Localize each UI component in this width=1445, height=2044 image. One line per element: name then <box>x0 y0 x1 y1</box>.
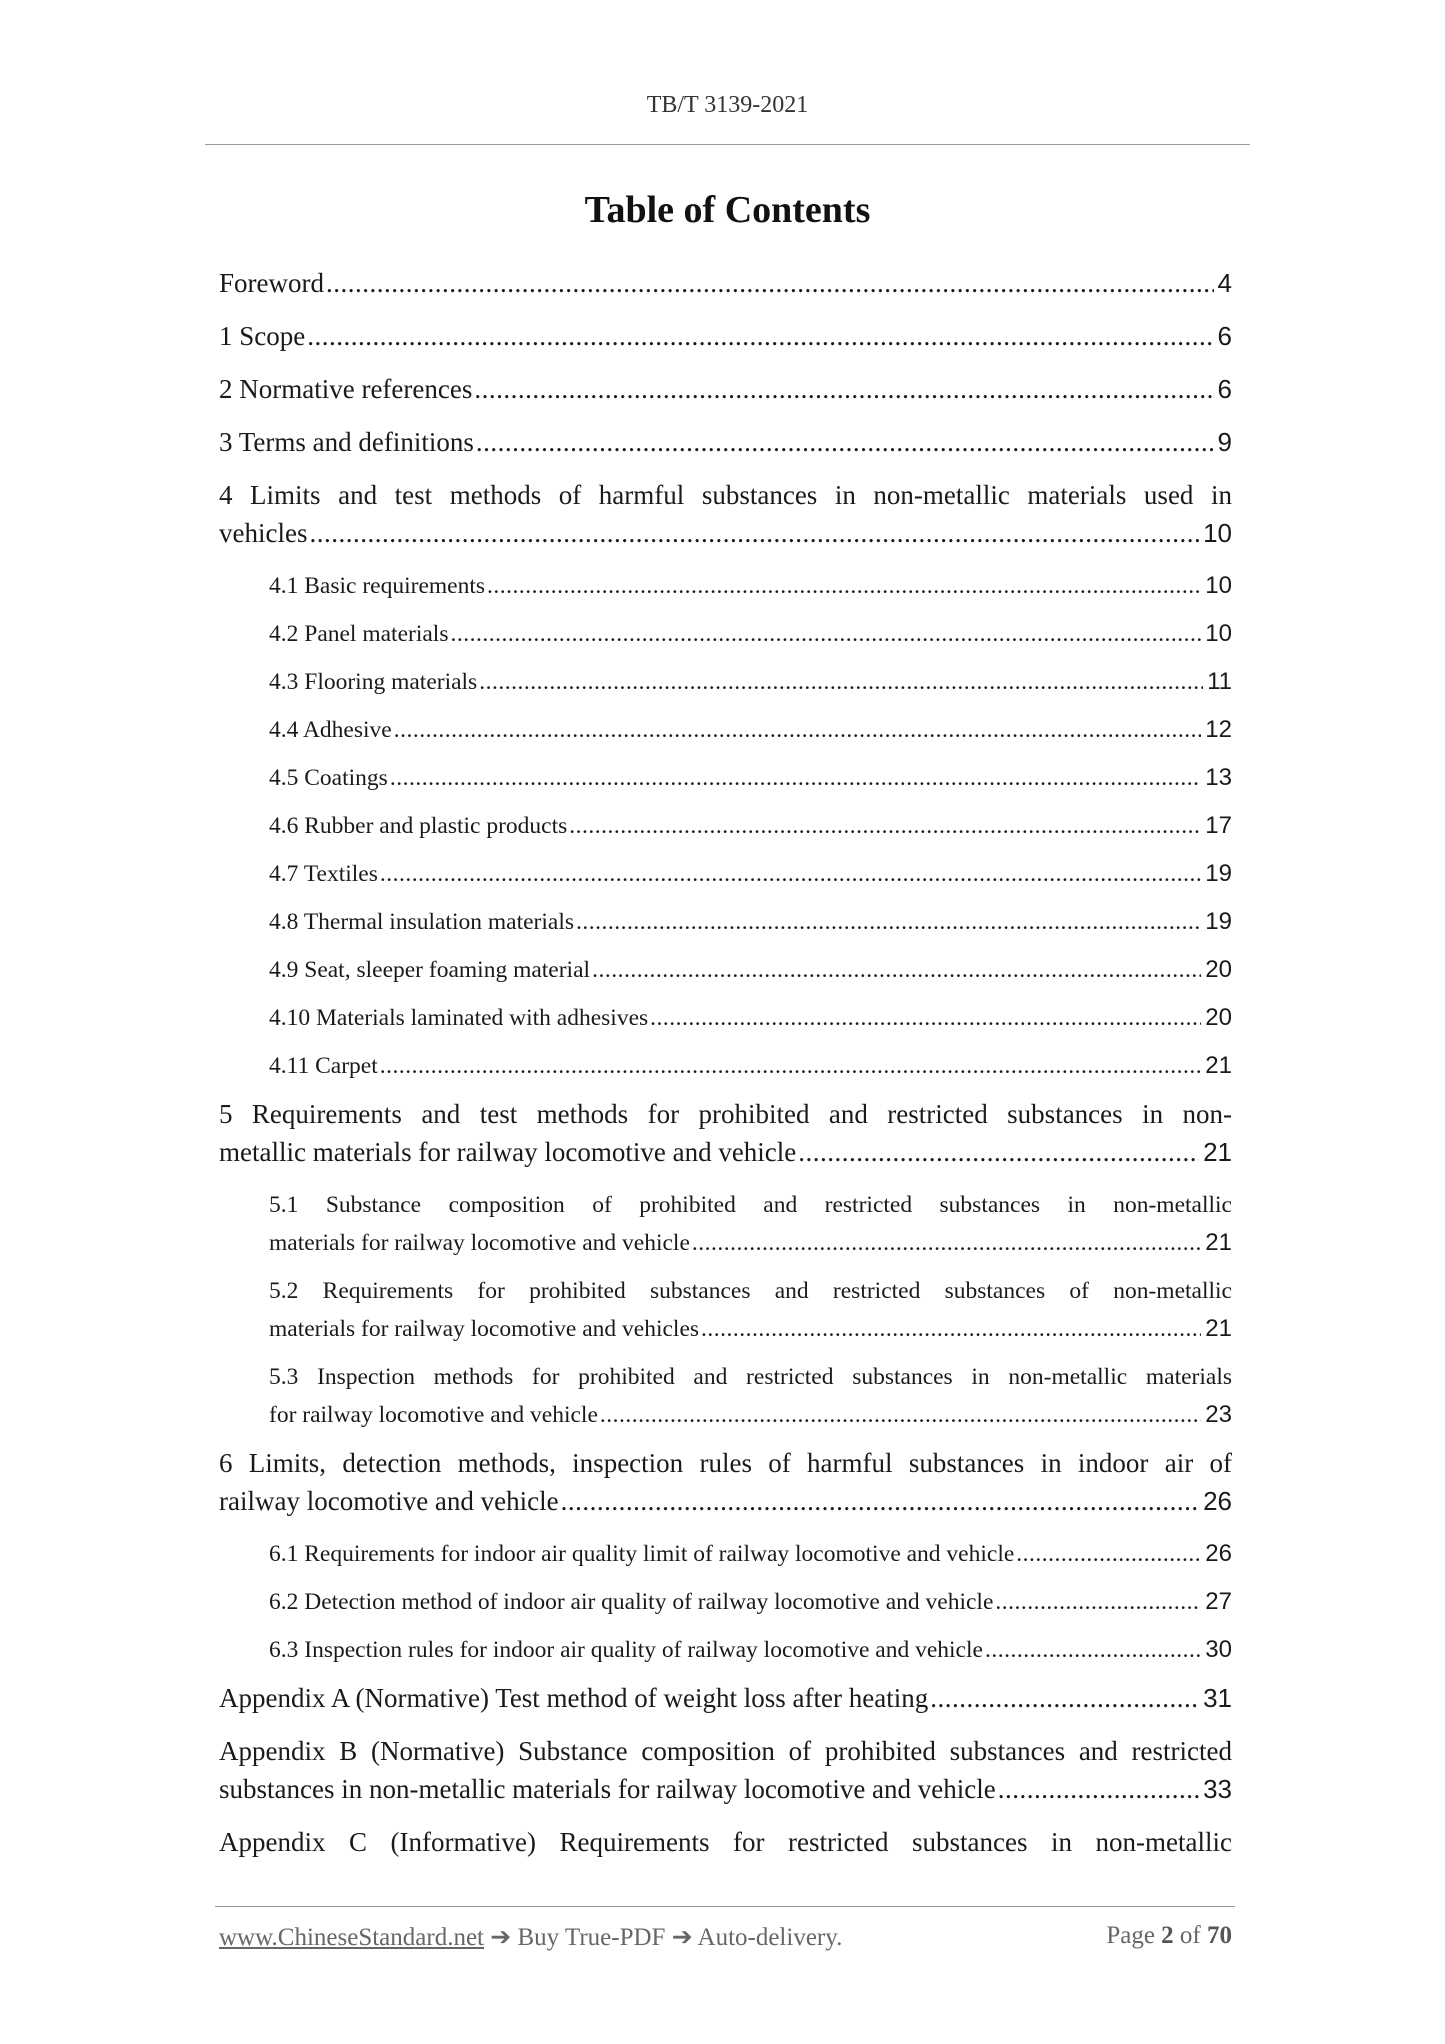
toc-entry[interactable] <box>219 807 1232 845</box>
dot-leader <box>985 1631 1201 1669</box>
dot-leader <box>380 1047 1202 1085</box>
toc-entry-page: 17 <box>1205 812 1232 839</box>
toc-entry[interactable] <box>219 1679 1232 1717</box>
toc-entry-label: 4.10 Materials laminated with adhesives <box>269 1005 649 1031</box>
dot-leader <box>1016 1535 1201 1573</box>
toc-entry[interactable] <box>219 759 1232 797</box>
toc-entry[interactable] <box>219 1823 1232 1861</box>
dot-leader <box>380 855 1201 893</box>
toc-entry-line: 4 Limits and test methods of harmful substances in non-metallic materials used in <box>219 480 1232 510</box>
toc-entry-label: railway locomotive and vehicle <box>219 1486 559 1516</box>
toc-entry-page: 21 <box>1205 1229 1232 1256</box>
toc-entry-label: 4.2 Panel materials <box>269 621 449 647</box>
dot-leader <box>600 1396 1201 1434</box>
dot-leader <box>701 1310 1201 1348</box>
toc-entry-page: 11 <box>1207 668 1232 695</box>
buy-pdf-text: Buy True-PDF <box>517 1924 666 1951</box>
page-footer <box>219 1922 1232 1952</box>
toc-entry-page: 10 <box>1205 620 1232 647</box>
toc-entry-page: 19 <box>1205 908 1232 935</box>
toc-entry-label: metallic materials for railway locomotive and vehicle <box>219 1137 797 1167</box>
toc-entry-line: 5.2 Requirements for prohibited substances and restricted substances of non-metallic <box>269 1278 1232 1304</box>
toc-entry-label: 4.3 Flooring materials <box>269 669 478 695</box>
toc-entry-label: 6.2 Detection method of indoor air quality of railway locomotive and vehicle <box>269 1589 994 1615</box>
toc-entry-page: 30 <box>1205 1636 1232 1663</box>
toc-entry-line: 5.1 Substance composition of prohibited and restricted substances in non-metallic <box>269 1192 1232 1218</box>
toc-entry-page: 26 <box>1203 1486 1232 1516</box>
toc-entry[interactable] <box>219 1272 1232 1348</box>
arrow-right-icon: ➔ <box>490 1924 512 1951</box>
toc-entry-label: materials for railway locomotive and vehicles <box>269 1316 700 1342</box>
toc-entry[interactable] <box>219 1047 1232 1085</box>
toc-entry-last-line <box>219 1770 1232 1808</box>
toc-entry-label: 2 Normative references <box>219 374 473 404</box>
header-divider <box>205 144 1250 145</box>
toc-entry[interactable] <box>219 999 1232 1037</box>
toc-entry-line: Appendix B (Normative) Substance composition of prohibited substances and restricted <box>219 1736 1232 1766</box>
toc-entry-page: 13 <box>1205 764 1232 791</box>
dot-leader <box>798 1133 1199 1171</box>
page-title: Table of Contents <box>584 189 871 231</box>
toc-entry[interactable] <box>219 903 1232 941</box>
toc-entry-line: 5 Requirements and test methods for prohibited and restricted substances in non- <box>219 1099 1232 1129</box>
toc-entry[interactable] <box>219 423 1232 461</box>
toc-entry-page: 19 <box>1205 860 1232 887</box>
toc-entry-label: vehicles <box>219 518 308 548</box>
toc-entry-page: 21 <box>1205 1315 1232 1342</box>
dot-leader <box>479 663 1203 701</box>
total-pages: 70 <box>1207 1922 1232 1949</box>
toc-entry-last-line <box>269 1224 1232 1262</box>
dot-leader <box>487 567 1201 605</box>
toc-entry-page: 4 <box>1217 268 1232 298</box>
footer-promo <box>219 1922 842 1952</box>
footer-divider <box>215 1906 1235 1907</box>
toc-entry[interactable] <box>219 1358 1232 1434</box>
dot-leader <box>450 615 1201 653</box>
current-page: 2 <box>1161 1922 1174 1949</box>
toc-entry-last-line <box>269 1396 1232 1434</box>
toc-entry-page: 6 <box>1217 374 1232 404</box>
arrow-right-icon: ➔ <box>671 1924 693 1951</box>
dot-leader <box>576 903 1201 941</box>
toc-entry-label: substances in non-metallic materials for railway locomotive and vehicle <box>219 1774 996 1804</box>
toc-entry-label: 4.1 Basic requirements <box>269 573 486 599</box>
toc-entry-label: 4.5 Coatings <box>269 765 388 791</box>
toc-entry[interactable] <box>219 1186 1232 1262</box>
toc-entry[interactable] <box>219 370 1232 408</box>
toc-entry-line: 5.3 Inspection methods for prohibited and restricted substances in non-metallic materials <box>269 1364 1232 1390</box>
toc-entry-label: 1 Scope <box>219 321 306 351</box>
toc-entry-label: for railway locomotive and vehicle <box>269 1402 598 1428</box>
page-number <box>1106 1922 1232 1952</box>
dot-leader <box>650 999 1201 1037</box>
toc-entry-label: 4.4 Adhesive <box>269 717 392 743</box>
toc-entry[interactable] <box>219 615 1232 653</box>
dot-leader <box>476 423 1214 461</box>
toc-entry-page: 23 <box>1205 1401 1232 1428</box>
site-link[interactable]: www.ChineseStandard.net <box>219 1924 484 1951</box>
toc-entry-label: 6.3 Inspection rules for indoor air quality of railway locomotive and vehicle <box>269 1637 983 1663</box>
toc-entry-label: 4.7 Textiles <box>269 861 378 887</box>
toc-entry[interactable] <box>219 317 1232 355</box>
toc-entry-page: 20 <box>1205 956 1232 983</box>
toc-entry-page: 20 <box>1205 1004 1232 1031</box>
toc-entry-page: 10 <box>1205 572 1232 599</box>
auto-delivery-text: Auto-delivery. <box>697 1924 843 1951</box>
toc-entry-page: 27 <box>1205 1588 1232 1615</box>
toc-entry[interactable] <box>219 264 1232 302</box>
dot-leader <box>309 514 1199 552</box>
toc-entry-last-line <box>219 514 1232 552</box>
toc-entry[interactable] <box>219 951 1232 989</box>
dot-leader <box>998 1770 1199 1808</box>
toc-entry-page: 21 <box>1203 1137 1232 1167</box>
toc-entry[interactable] <box>219 567 1232 605</box>
dot-leader <box>326 264 1214 302</box>
toc-entry[interactable] <box>219 855 1232 893</box>
toc-entry-last-line <box>219 1482 1232 1520</box>
toc-entry-page: 26 <box>1205 1540 1232 1567</box>
toc-entry-label: 4.8 Thermal insulation materials <box>269 909 574 935</box>
dot-leader <box>307 317 1213 355</box>
dot-leader <box>930 1679 1199 1717</box>
dot-leader <box>394 711 1202 749</box>
table-of-contents <box>219 264 1232 1876</box>
dot-leader <box>692 1224 1201 1262</box>
toc-entry-page: 6 <box>1217 321 1232 351</box>
toc-entry-label: 4.11 Carpet <box>269 1053 378 1079</box>
toc-entry-label: Appendix A (Normative) Test method of weight loss after heating <box>219 1683 929 1713</box>
dot-leader <box>569 807 1201 845</box>
toc-entry[interactable] <box>219 663 1232 701</box>
toc-entry-label: Foreword <box>219 268 324 298</box>
toc-entry[interactable] <box>219 1732 1232 1808</box>
dot-leader <box>390 759 1201 797</box>
toc-entry-page: 31 <box>1203 1683 1232 1713</box>
toc-entry[interactable] <box>219 1095 1232 1171</box>
dot-leader <box>561 1482 1199 1520</box>
document-id-header: TB/T 3139-2021 <box>646 92 809 118</box>
toc-entry[interactable] <box>219 711 1232 749</box>
toc-entry-label: 3 Terms and definitions <box>219 427 474 457</box>
page-of: of <box>1179 1922 1201 1949</box>
page-label: Page <box>1106 1922 1155 1949</box>
toc-entry[interactable] <box>219 1535 1232 1573</box>
toc-entry[interactable] <box>219 1583 1232 1621</box>
toc-entry-line: Appendix C (Informative) Requirements for restricted substances in non-metallic <box>219 1827 1232 1857</box>
dot-leader <box>474 370 1213 408</box>
toc-entry-page: 10 <box>1203 518 1232 548</box>
toc-entry[interactable] <box>219 1444 1232 1520</box>
toc-entry[interactable] <box>219 476 1232 552</box>
toc-entry[interactable] <box>219 1631 1232 1669</box>
toc-entry-last-line <box>269 1310 1232 1348</box>
toc-entry-label: 4.6 Rubber and plastic products <box>269 813 568 839</box>
toc-entry-last-line <box>219 1133 1232 1171</box>
dot-leader <box>592 951 1201 989</box>
toc-entry-page: 33 <box>1203 1774 1232 1804</box>
toc-entry-page: 12 <box>1205 716 1232 743</box>
toc-entry-line: 6 Limits, detection methods, inspection rules of harmful substances in indoor air of <box>219 1448 1232 1478</box>
toc-entry-page: 9 <box>1217 427 1232 457</box>
toc-entry-page: 21 <box>1205 1052 1232 1079</box>
toc-entry-label: 6.1 Requirements for indoor air quality limit of railway locomotive and vehicle <box>269 1541 1015 1567</box>
toc-entry-label: materials for railway locomotive and vehicle <box>269 1230 690 1256</box>
dot-leader <box>995 1583 1201 1621</box>
toc-entry-label: 4.9 Seat, sleeper foaming material <box>269 957 591 983</box>
